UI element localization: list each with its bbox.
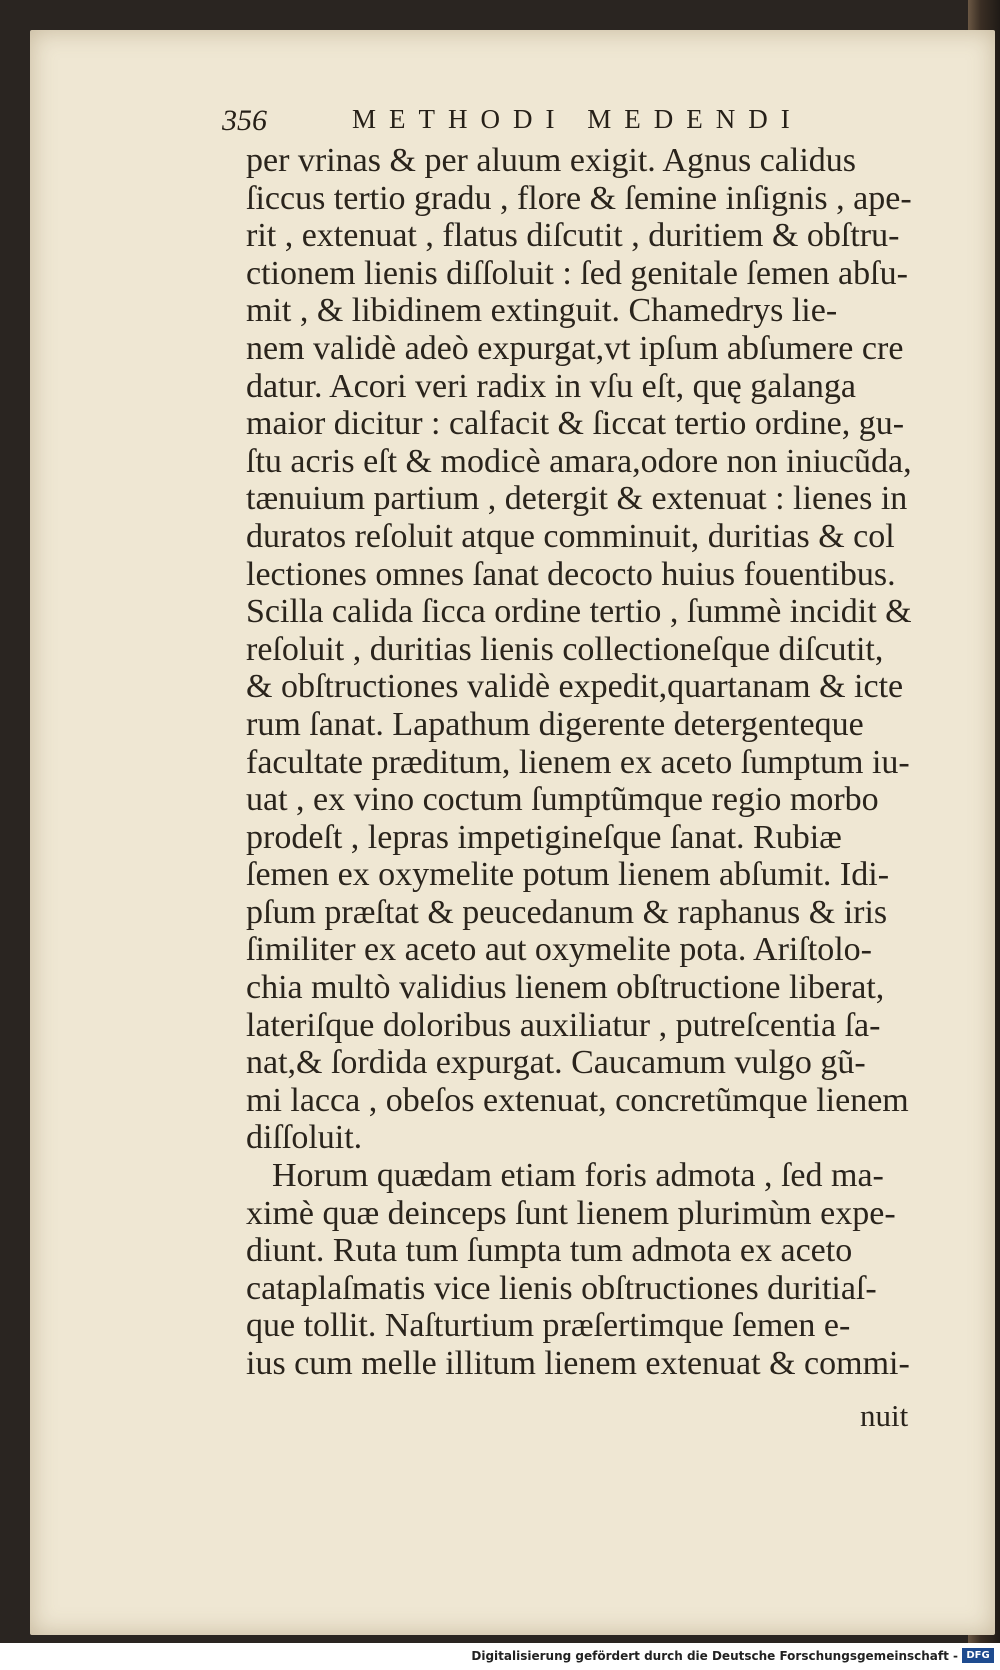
text-line: prodeſt , lepras impetigineſque ſanat. Rubiæ xyxy=(246,818,842,856)
text-line: ſemen ex oxymelite potum lienem abſumit. Idi- xyxy=(246,856,890,894)
text-line: que tollit. Naſturtium præſertimque ſemen e- xyxy=(246,1307,851,1345)
text-line: ſtu acris eſt & modicè amara,odore non iniucũda, xyxy=(246,442,912,480)
text-line: ſimiliter ex aceto aut oxymelite pota. Ariſtolo- xyxy=(246,931,872,969)
footer xyxy=(0,1643,1000,1670)
text-line: diſſoluit. xyxy=(246,1119,363,1157)
text-line: datur. Acori veri radix in vſu eſt, quę galanga xyxy=(246,367,856,405)
text-line: ctionem lienis diſſoluit : ſed genitale ſemen abſu- xyxy=(246,254,908,292)
text-line: reſoluit , duritias lienis collectioneſque diſcutit, xyxy=(246,630,884,668)
text-line: Scilla calida ſicca ordine tertio , ſummè incidit & xyxy=(246,593,912,631)
text-line: nat,& ſordida expurgat. Caucamum vulgo gũ- xyxy=(246,1044,866,1082)
text-line: tænuium partium , detergit & extenuat : lienes in xyxy=(246,480,908,518)
text-line: pſum præſtat & peucedanum & raphanus & iris xyxy=(246,893,888,931)
text-line: cataplaſmatis vice lienis obſtructiones duritiaſ- xyxy=(246,1269,877,1307)
text-line: chia multò validius lienem obſtructione liberat, xyxy=(246,969,885,1007)
text-line: uat , ex vino coctum ſumptũmque regio morbo xyxy=(246,781,879,819)
text-line: ſiccus tertio gradu , flore & ſemine inſignis , ape- xyxy=(246,179,912,217)
text-line: mi lacca , obeſos extenuat, concretũmque lienem xyxy=(246,1081,909,1119)
page-number: 356 xyxy=(222,104,267,137)
funding-credit: Digitalisierung gefördert durch die Deutsche Forschungsgemeinschaft - xyxy=(471,1649,958,1663)
text-line: ximè quæ deinceps ſunt lienem plurimùm expe- xyxy=(246,1194,896,1232)
text-line: lectiones omnes ſanat decocto huius fouentibus. xyxy=(246,555,896,593)
text-line: nem validè adeò expurgat,vt ipſum abſumere cre xyxy=(246,329,904,367)
page-header xyxy=(222,98,962,142)
text-line: rum ſanat. Lapathum digerente detergenteque xyxy=(246,705,864,743)
running-head: METHODI MEDENDI xyxy=(352,104,803,134)
text-line: diunt. Ruta tum ſumpta tum admota ex aceto xyxy=(246,1232,853,1270)
text-line: & obſtructiones validè expedit,quartanam & icte xyxy=(246,668,904,706)
text-line: mit , & libidinem extinguit. Chamedrys lie- xyxy=(246,292,838,330)
text-line: facultate præditum, lienem ex aceto ſumptum iu- xyxy=(246,743,910,781)
text-line: Horum quædam etiam foris admota , ſed ma- xyxy=(272,1157,884,1195)
text-line: duratos reſoluit atque comminuit, duritias & col xyxy=(246,517,895,555)
catchword: nuit xyxy=(860,1398,909,1433)
text-line: ius cum melle illitum lienem extenuat & commi- xyxy=(246,1345,910,1382)
text-line: per vrinas & per aluum exigit. Agnus calidus xyxy=(246,142,856,179)
text-line: lateriſque doloribus auxiliatur , putreſcentia ſa- xyxy=(246,1006,881,1044)
text-line: rit , extenuat , flatus diſcutit , duritiem & obſtru- xyxy=(246,217,900,255)
text-line: maior dicitur : calfacit & ſiccat tertio ordine, gu- xyxy=(246,405,905,443)
dfg-logo: DFG xyxy=(962,1648,994,1663)
body-text xyxy=(246,142,958,1383)
